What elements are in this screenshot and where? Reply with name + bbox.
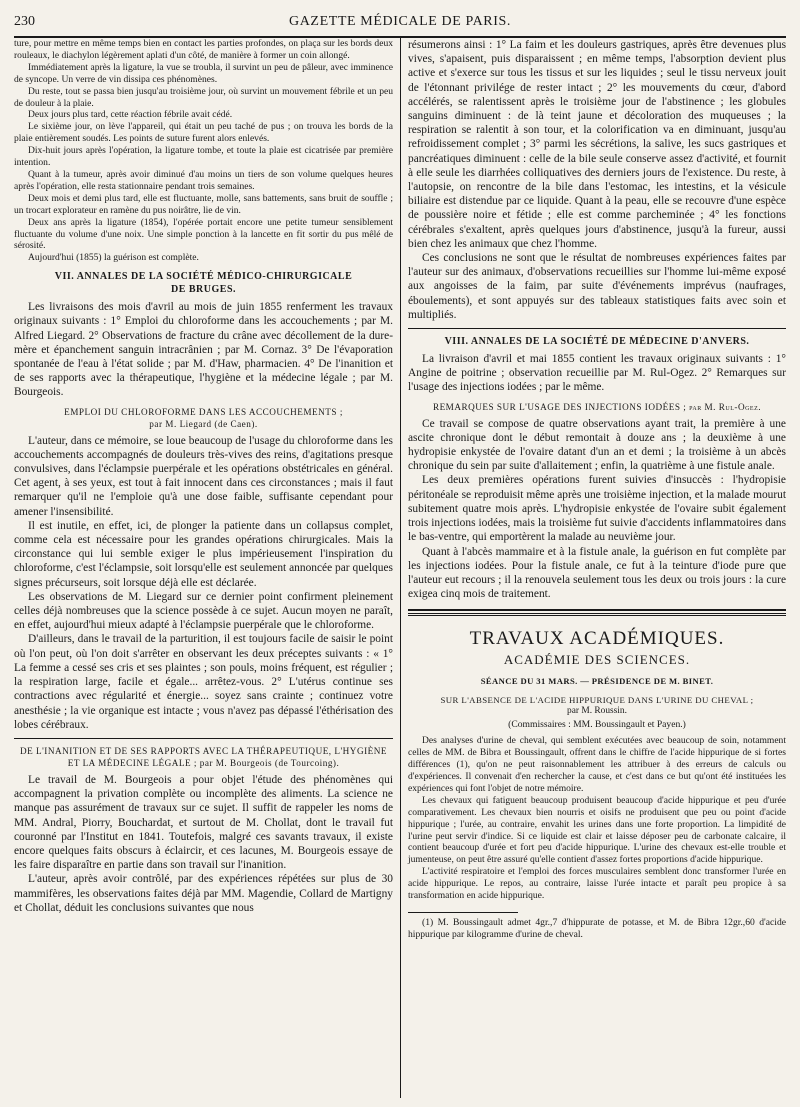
- continued-case-text: [14, 38, 393, 264]
- article-title-inanition: [14, 745, 393, 769]
- paragraph: Quant à l'abcès mammaire et à la fistule anale, la guérison en fut complète par les injections iodées. Pour la fistule anale, ce fut à la teinture d'iode pure que l'auteur eut recours ; il la renouvela seulement tous les deux ou trois jours : la cure exigea cinq mois de traitement.: [408, 545, 786, 601]
- continued-inanition-text: [408, 38, 786, 322]
- right-column: [400, 38, 786, 1098]
- thick-divider: [408, 609, 786, 611]
- paragraph: Ces conclusions ne sont que le résultat de nombreuses expériences faites par l'auteur sur des animaux, d'observations recueillies sur l'homme lui-même exposé aux angoisses de la faim, par suite d'événements imprévus (naufrages, éboulements), et sont appuyés sur des tableaux statistiques faits avec soin et multipliés.: [408, 252, 786, 321]
- paragraph: L'auteur, après avoir contrôlé, par des expériences répétées sur plus de 30 mammifères, les observations faites déjà par MM. Magendie, Collard de Martigny et Chollat, déduit les conclusions suivantes que nous: [14, 873, 393, 914]
- paragraph: résumerons ainsi : 1° La faim et les douleurs gastriques, après être devenues plus vives, s'apaisent, puis disparaissent ; en même temps, l'absorption devient plus active et s'exerce sur tous les tissus et sur les liquides ; seul le tissu nerveux jouit de l'étonnant privilége de rester intact ; 2° les mouvements du cœur, d'abord accélérés, se ralentissent après le troisième jour de l'abstinence ; les globules sanguins diminuent : de là teint jaune et décoloration des muqueuses ; la respiration se ralentit à son tour, et la colorification va en diminuant, jusqu'au refroidissement complet ; 3° parmi les sécrétions, la salive, les sucs gastriques et pancréatiques diminuent : celle de la bile seule conserve assez d'activité, et fournit à elle seule les diarrhées colliquatives des derniers jours de l'existence. Du reste, à l'autopsie, on rencontre de la bile dans l'estomac, les intestins, et la vésicule biliaire est distendue par ce liquide. Quant à la peau, elle se recouvre d'une espèce de poussière noire et fétide ; elle est comme parcheminée ; 4° les fonctions cérébrales s'exaltent, après quelques jours d'abstinence, jusqu'à la fureur, aussi bien chez les animaux que chez l'homme.: [408, 39, 786, 250]
- paragraph: Des analyses d'urine de cheval, qui semblent exécutées avec beaucoup de soin, notamment celles de MM. de Bibra et Boussingault, offrent dans le chiffre de l'acide hippurique de si fortes différences (1), qu'on ne peut raisonnablement les attribuer à des erreurs de calculs ou d'expériences. Il convenait d'en rechercher la cause, et c'est dans ce but qu'ont été instituées les expériences qui font l'objet de notre mémoire.: [408, 735, 786, 794]
- article-body-chloroforme: [14, 434, 393, 732]
- section-vii-body: [14, 300, 393, 399]
- article-author: par M. Liegard (de Caen).: [149, 418, 258, 429]
- paragraph: D'ailleurs, dans le travail de la parturition, il est toujours facile de saisir le point où l'on peut, où l'on doit s'arrêter en observant les deux préceptes suivants : « 1° La femme a cessé ses cris et ses plaintes ; son pouls, moins fréquent, est régulier ; la respiration large, facile et égale... arrêtez-vous. 2° L'utérus continue ses contractions avec régularité et énergie... soyez sans crainte ; continuez votre anesthésie ; la vie organique est intacte ; vous n'avez pas dépassé l'éthérisation des lobes cérébraux.: [14, 633, 393, 731]
- article-title-injections: REMARQUES SUR L'USAGE DES INJECTIONS IODÉES ; par M. Rul-Ogez.: [432, 401, 762, 412]
- footnote: (1) M. Boussingault admet 4gr.,7 d'hippurate de potasse, et M. de Bibra 12gr.,60 d'acide hippurique par kilogramme d'urine de cheval.: [408, 917, 786, 940]
- paragraph: Du reste, tout se passa bien jusqu'au troisième jour, où survint un mouvement fébrile et un peu de douleur à la plaie.: [14, 85, 393, 109]
- article-title-hippurique: SUR L'ABSENCE DE L'ACIDE HIPPURIQUE DANS L'URINE DU CHEVAL ;: [440, 695, 754, 706]
- paragraph: ture, pour mettre en même temps bien en contact les parties profondes, on plaça sur les bords deux rouleaux, le diachylon légèrement aplati d'un côté, de manière à former un coin allongé.: [14, 38, 393, 61]
- paragraph: Deux jours plus tard, cette réaction fébrile avait cédé.: [28, 109, 233, 121]
- section-viii-body: [408, 352, 786, 395]
- paragraph: Deux ans après la ligature (1854), l'opérée portait encore une petite tumeur sensiblement fluctuante du volume d'une noix. Une simple ponction à la lancette en fit sortir du pus mêlé de sérosité.: [14, 216, 393, 252]
- paragraph: Le sixième jour, on lève l'appareil, qui était un peu taché de pus ; on trouva les bords de la plaie entièrement soudés. Les points de suture furent alors enlevés.: [14, 121, 393, 145]
- paragraph: Les deux premières opérations furent suivies d'insuccès : l'hydropisie péritonéale se reproduisit même après une troisième injection, et la malade mourut subitement quatre mois après. L'hydropisie enkystée de l'ovaire subit également trois injections iodées, mais la troisième fut suivie d'accidents inflammatoires dans le bas-ventre, qui emportèrent la malade au neuvième jour.: [408, 474, 786, 544]
- paragraph: Deux mois et demi plus tard, elle est fluctuante, molle, sans battements, sans bruit de souffle ; un trocart explorateur en ramène du pus noirâtre, lie de vin.: [14, 192, 393, 216]
- paragraph: Immédiatement après la ligature, la vue se troubla, il survint un peu de pâleur, avec imminence de syncope. Un verre de vin dissipa ces phénomènes.: [14, 61, 393, 85]
- paragraph: Les observations de M. Liegard sur ce dernier point confirment pleinement celles déjà nombreuses que la science possède à ce sujet. Aucun moyen ne paraît, en effet, aujourd'hui mieux adapté à l'éclampsie puerpérale que le chloroforme.: [14, 590, 393, 632]
- article-body-inanition: [14, 773, 393, 915]
- article-title-line: EMPLOI DU CHLOROFORME DANS LES ACCOUCHEMENTS ;: [64, 406, 343, 417]
- paragraph: Dix-huit jours après l'opération, la ligature tombe, et toute la plaie est cicatrisée par première intention.: [14, 145, 393, 169]
- paragraph: Quant à la tumeur, après avoir diminué d'au moins un tiers de son volume quelques heures après l'opération, elle resta stationnaire pendant trois semaines.: [14, 168, 393, 192]
- travaux-academiques-title: TRAVAUX ACADÉMIQUES.: [469, 628, 725, 650]
- article-body-injections: [408, 417, 786, 602]
- paragraph: Aujourd'hui (1855) la guérison est complète.: [28, 252, 199, 264]
- article-title-line: ET LA MÉDECINE LÉGALE ; par M. Bourgeois (de Tourcoing).: [67, 757, 340, 768]
- article-body-hippurique: [408, 735, 786, 902]
- page-header: [14, 14, 786, 38]
- paragraph: Les chevaux qui fatiguent beaucoup produisent beaucoup d'acide hippurique et peu d'urée comparativement. Les chevaux bien nourris et oisifs ne produisent que peu ou point d'acide hippurique ; l'urée, au contraire, envahit les urines dans une forte proportion. La limpidité de l'urine peut servir d'indice. Si ce liquide est clair et laisse déposer peu de carbonate calcaire, il contient beaucoup d'urée et fort peu d'acide hippurique. L'urine des chevaux est-elle trouble et jumenteuse, on peut être assuré qu'elle contient d'assez fortes proportions d'acide hippurique.: [408, 794, 786, 866]
- columns: [14, 38, 786, 1098]
- double-divider: [408, 613, 786, 616]
- commissaires-line: (Commissaires : MM. Boussingault et Payen.): [508, 719, 686, 731]
- section-title-line: DE BRUGES.: [170, 284, 236, 296]
- divider: [408, 328, 786, 329]
- article-title-chloroforme: [14, 406, 393, 430]
- section-title-line: VII. ANNALES DE LA SOCIÉTÉ MÉDICO-CHIRURGICALE: [54, 271, 353, 283]
- section-title-vii: [14, 270, 393, 296]
- paragraph: L'activité respiratoire et l'emploi des forces musculaires semblent donc transformer l'urée en acide hippurique. Le repos, au contraire, laisse l'urée intacte et paraît peu propice à sa transformation en acide hippurique.: [408, 866, 786, 902]
- paragraph: Il est inutile, en effet, ici, de plonger la patiente dans un collapsus complet, comme cela est nécessaire pour les grandes opérations chirurgicales. Mais la circonstance qui lui semble exiger le plus impérieusement l'inspiration du chloroforme, c'est l'éclampsie, soit lorsqu'elle est seulement annoncée par quelques signes précurseurs, soit lorsque déjà elle est déclarée.: [14, 519, 393, 589]
- paragraph: Ce travail se compose de quatre observations ayant trait, la première à une ascite chronique dont le début remontait à douze ans ; la deuxième à une hydropisie enkystée de l'ovaire datant d'un an et demi ; la troisième à un abcès chronique du sein par suite d'allaitement ; enfin, la quatrième à une fistule anale.: [408, 417, 786, 473]
- article-title-line: DE L'INANITION ET DE SES RAPPORTS AVEC LA THÉRAPEUTIQUE, L'HYGIÈNE: [19, 745, 387, 756]
- article-author: par M. Roussin.: [567, 706, 627, 717]
- academie-title: ACADÉMIE DES SCIENCES.: [503, 652, 691, 668]
- footnote-divider: [408, 912, 518, 913]
- running-title: GAZETTE MÉDICALE DE PARIS.: [289, 14, 511, 29]
- left-column: [14, 38, 400, 1098]
- divider: [14, 738, 393, 739]
- paragraph: L'auteur, dans ce mémoire, se loue beaucoup de l'usage du chloroforme dans les accouchements accompagnés de douleurs très-vives des reins, d'agitations presque convulsives, dans l'éclampsie puerpérale et les opérations obstétricales en général. Cet agent, à ses yeux, est tout à fait innocent dans ces circonstances ; mais il faut remarquer qu'il ne l'emploie qu'à une dose faible, suffisante cependant pour amener l'insensibilité.: [14, 434, 393, 518]
- section-title-viii: VIII. ANNALES DE LA SOCIÉTÉ DE MÉDECINE D'ANVERS.: [444, 336, 750, 348]
- paragraph: Le travail de M. Bourgeois a pour objet l'étude des phénomènes qui accompagnent la privation complète ou incomplète des aliments. La science ne manque pas assurément de travaux sur ce sujet. Il suffit de rappeler les noms de MM. Andral, Piorry, Bouchardat, et surtout de M. Chollat, dont le travail fut couronné par l'Institut en 1841. Toutefois, malgré ces savants travaux, il existe encore quelques faits obscurs à éclaircir, et ces lacunes, M. Bourgeois essaye de les faire disparaître en partie dans son travail sur l'inanition.: [14, 773, 393, 872]
- paragraph: Les livraisons des mois d'avril au mois de juin 1855 renferment les travaux originaux suivants : 1° Emploi du chloroforme dans les accouchements ; par M. Alfred Liegard. 2° Observations de fracture du crâne avec décollement de la dure-mère et épanchement sanguin intracrânien ; par M. Cornaz. 3° De l'évaporation spontanée de l'eau à l'état solide ; par M. d'Haw, pharmacien. 4° De l'inanition et de ses rapports avec la thérapeutique, l'hygiène et la médecine légale ; par M. Bourgeois.: [14, 301, 393, 399]
- page-number: 230: [14, 14, 35, 29]
- seance-line: SÉANCE DU 31 MARS. — PRÉSIDENCE DE M. BINET.: [480, 676, 714, 687]
- paragraph: La livraison d'avril et mai 1855 contient les travaux originaux suivants : 1° Angine de poitrine ; observation recueillie par M. Rul-Ogez. 2° Remarques sur l'usage des injections iodées ; par le même.: [408, 353, 786, 394]
